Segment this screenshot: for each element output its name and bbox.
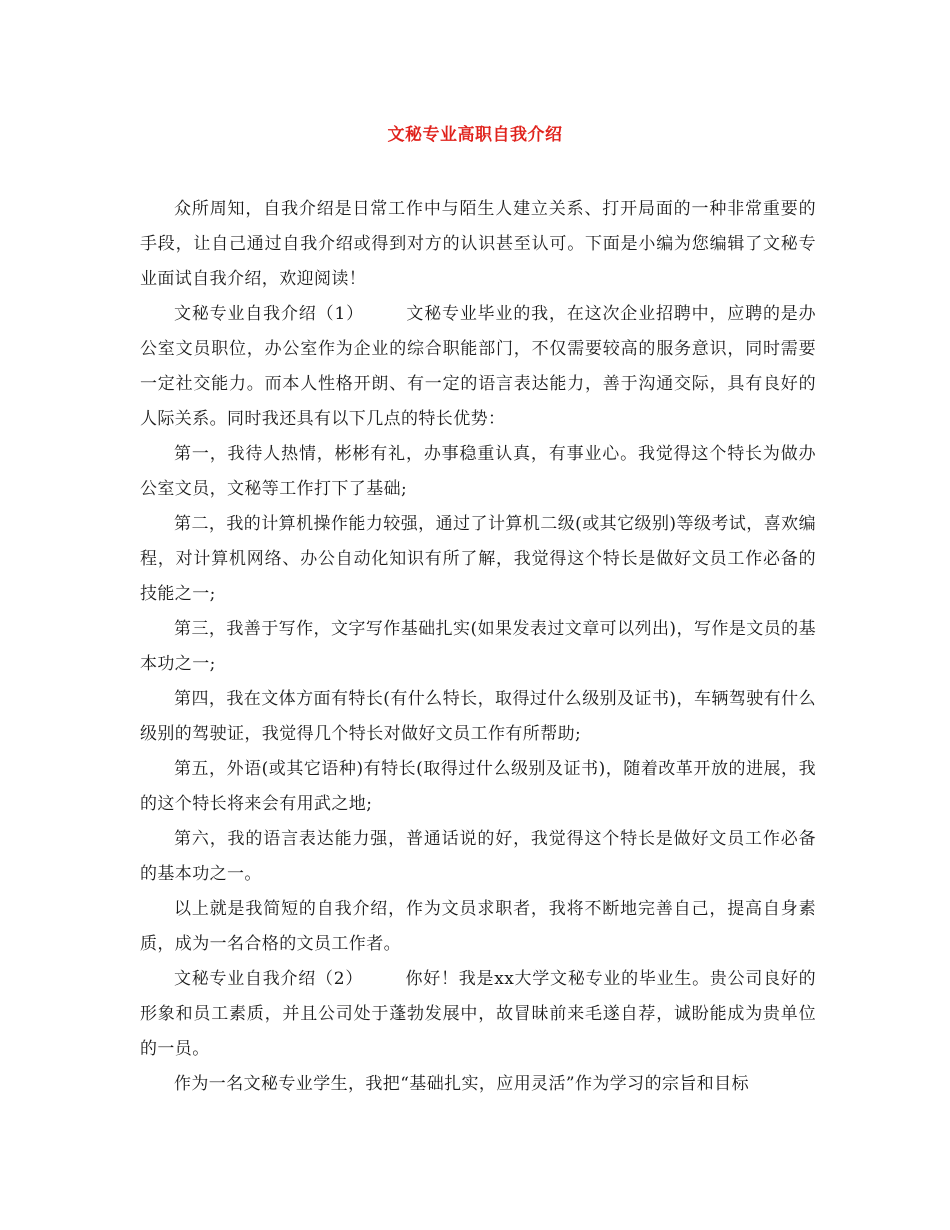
section-heading: 文秘专业自我介绍（1） (174, 304, 364, 324)
paragraph-point-4 (140, 682, 816, 752)
paragraph-text: 第四，我在文体方面有特长(有什么特长，取得过什么级别及证书)，车辆驾驶有什么级别的驾驶证，我觉得几个特长对做好文员工作有所帮助; (140, 689, 816, 744)
paragraph-section-2 (140, 962, 816, 1067)
section-heading: 文秘专业自我介绍（2） (174, 969, 364, 989)
paragraph-intro (140, 192, 816, 297)
paragraph-point-5 (140, 752, 816, 822)
document-title: 文秘专业高职自我介绍 (387, 125, 563, 145)
paragraph-text: 作为一名文秘专业学生，我把“基础扎实，应用灵活”作为学习的宗旨和目标 (174, 1074, 749, 1094)
paragraph-text: 第六，我的语言表达能力强，普通话说的好，我觉得这个特长是做好文员工作必备的基本功之一。 (140, 829, 816, 884)
paragraph-text: 第一，我待人热情，彬彬有礼，办事稳重认真，有事业心。我觉得这个特长为做办公室文员，文秘等工作打下了基础; (140, 444, 816, 499)
paragraph-point-6 (140, 822, 816, 892)
paragraph-text: 第五，外语(或其它语种)有特长(取得过什么级别及证书)，随着改革开放的进展，我的这个特长将来会有用武之地; (140, 759, 816, 814)
paragraph-point-2 (140, 507, 816, 612)
paragraph-text: 文秘专业毕业的我，在这次企业招聘中，应聘的是办公室文员职位，办公室作为企业的综合职能部门，不仅需要较高的服务意识，同时需要一定社交能力。而本人性格开朗、有一定的语言表达能力，善于沟通交际，具有良好的人际关系。同时我还具有以下几点的特长优势： (140, 304, 816, 429)
paragraph-text: 众所周知，自我介绍是日常工作中与陌生人建立关系、打开局面的一种非常重要的手段，让自己通过自我介绍或得到对方的认识甚至认可。下面是小编为您编辑了文秘专业面试自我介绍，欢迎阅读！ (140, 199, 816, 289)
paragraph-point-1 (140, 437, 816, 507)
paragraph-text: 第三，我善于写作，文字写作基础扎实(如果发表过文章可以列出)，写作是文员的基本功之一; (140, 619, 816, 674)
paragraph-continued (140, 1067, 816, 1102)
paragraph-conclusion (140, 892, 816, 962)
document-body (140, 192, 816, 1102)
paragraph-text: 第二，我的计算机操作能力较强，通过了计算机二级(或其它级别)等级考试，喜欢编程，对计算机网络、办公自动化知识有所了解，我觉得这个特长是做好文员工作必备的技能之一; (140, 514, 816, 604)
paragraph-text: 以上就是我简短的自我介绍，作为文员求职者，我将不断地完善自己，提高自身素质，成为一名合格的文员工作者。 (140, 899, 816, 954)
paragraph-text: 你好！我是xx大学文秘专业的毕业生。贵公司良好的形象和员工素质，并且公司处于蓬勃发展中，故冒昧前来毛遂自荐，诚盼能成为贵单位的一员。 (140, 969, 817, 1059)
paragraph-point-3 (140, 612, 816, 682)
paragraph-section-1 (140, 297, 816, 437)
